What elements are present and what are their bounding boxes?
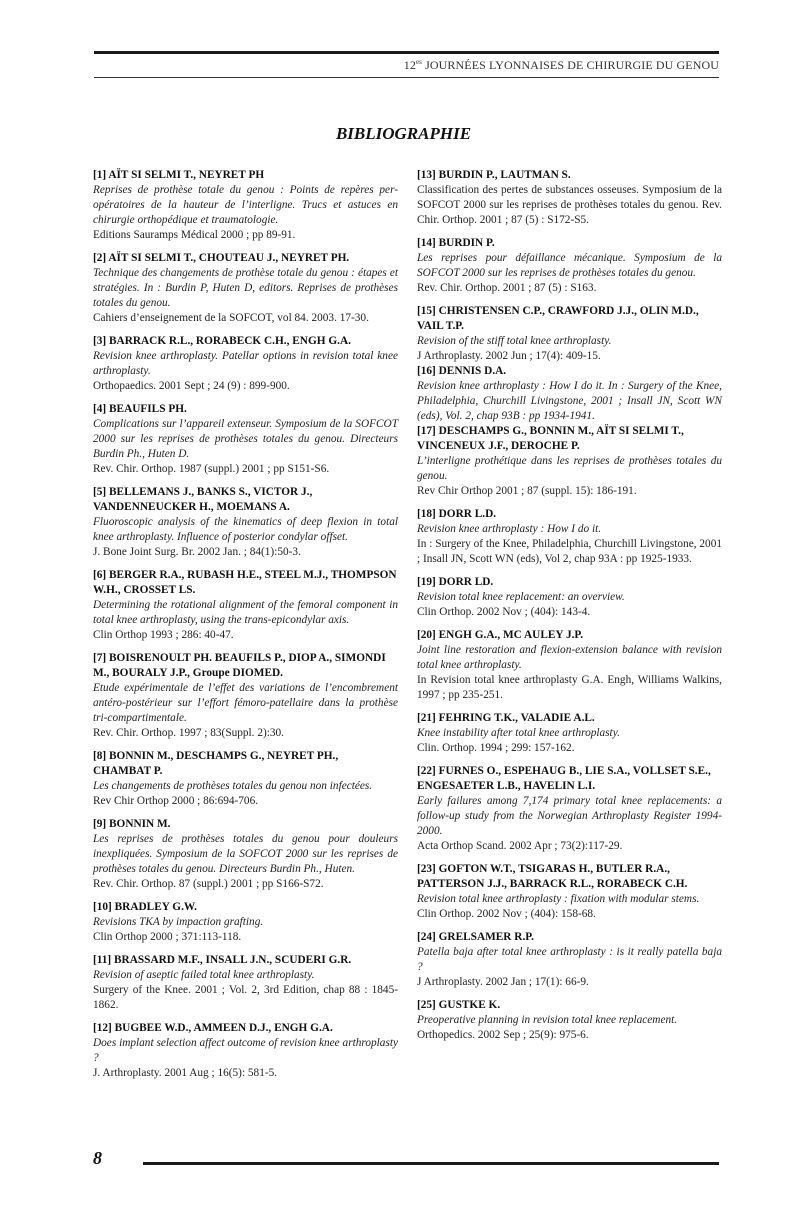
reference-entry	[93, 334, 398, 394]
reference-source: Orthopedics. 2002 Sep ; 25(9): 975-6.	[417, 1029, 589, 1041]
reference-title: Early failures among 7,174 primary total knee replacements: a follow-up study from the Norwegian Arthroplasty Register 1994-2000.	[417, 795, 722, 837]
reference-title: Les reprises de prothèses totales du genou pour douleurs inexpliquées. Symposium de la SOFCOT 2000 sur les reprises de prothèses totales du genou. Directeurs Burdin Ph., Huten.	[93, 833, 398, 875]
reference-title: Les reprises pour défaillance mécanique. Symposium de la SOFCOT 2000 sur les reprises de prothèses totales du genou.	[417, 252, 722, 279]
reference-entry	[93, 900, 398, 945]
reference-authors: [5] BELLEMANS J., BANKS S., VICTOR J., VANDENNEUCKER H., MOEMANS A.	[93, 486, 313, 513]
reference-title: Complications sur l’appareil extenseur. Symposium de la SOFCOT 2000 sur les reprises de prothèses totales du genou. Directeurs Burdin Ph., Huten D.	[93, 418, 398, 460]
reference-source: Rev. Chir. Orthop. 2001 ; 87 (5) : S163.	[417, 282, 597, 294]
reference-source: Rev. Chir. Orthop. 1997 ; 83(Suppl. 2):30.	[93, 727, 284, 739]
reference-title: Revision of the stiff total knee arthroplasty.	[417, 335, 612, 347]
reference-title: Revision knee arthroplasty : How I do it.	[417, 523, 602, 535]
reference-entry	[417, 424, 722, 499]
reference-entry	[417, 304, 722, 364]
reference-authors: [21] FEHRING T.K., VALADIE A.L.	[417, 712, 595, 724]
reference-entry	[93, 402, 398, 477]
page-title: BIBLIOGRAPHIE	[335, 124, 472, 143]
header-top-rule	[94, 51, 719, 54]
reference-source: In : Surgery of the Knee, Philadelphia, Churchill Livingstone, 2001 ; Insall JN, Scott WN (eds), Vol 2, chap 93A : pp 1925-1933.	[417, 538, 722, 565]
reference-authors: [17] DESCHAMPS G., BONNIN M., AÏT SI SELMI T., VINCENEUX J.F., DEROCHE P.	[417, 425, 684, 452]
reference-authors: [13] BURDIN P., LAUTMAN S.	[417, 169, 571, 181]
reference-entry	[417, 168, 722, 228]
reference-title: Does implant selection affect outcome of revision knee arthroplasty ?	[93, 1037, 398, 1064]
page-number: 8	[93, 1148, 102, 1168]
reference-entry	[417, 862, 722, 922]
reference-title: Revisions TKA by impaction grafting.	[93, 916, 264, 928]
reference-title: Etude expérimentale de l’effet des variations de l’encombrement antéro-postérieur sur l’effort fémoro-patellaire dans la prothèse tri-compartimentale.	[93, 682, 398, 724]
reference-source: Rev Chir Orthop 2000 ; 86:694-706.	[93, 795, 259, 807]
reference-entry	[417, 764, 722, 854]
reference-title: Les changements de prothèses totales du genou non infectées.	[93, 780, 373, 792]
reference-authors: [12] BUGBEE W.D., AMMEEN D.J., ENGH G.A.	[93, 1022, 333, 1034]
reference-entry	[93, 749, 398, 809]
reference-entry	[417, 364, 722, 424]
reference-title: Joint line restoration and flexion-extension balance with revision total knee arthroplasty.	[417, 644, 722, 671]
bibliography-right-column	[417, 168, 722, 1051]
reference-authors: [15] CHRISTENSEN C.P., CRAWFORD J.J., OLIN M.D., VAIL T.P.	[417, 305, 699, 332]
reference-source: Rev Chir Orthop 2001 ; 87 (suppl. 15): 186-191.	[417, 485, 637, 497]
reference-authors: [14] BURDIN P.	[417, 237, 495, 249]
reference-title: Revision knee arthroplasty. Patellar options in revision total knee arthroplasty.	[93, 350, 398, 377]
reference-authors: [6] BERGER R.A., RUBASH H.E., STEEL M.J., THOMPSON W.H., CROSSET LS.	[93, 569, 397, 596]
reference-entry	[417, 236, 722, 296]
reference-entry	[93, 651, 398, 741]
reference-source: Clin Orthop 1993 ; 286: 40-47.	[93, 629, 234, 641]
reference-authors: [23] GOFTON W.T., TSIGARAS H., BUTLER R.A., PATTERSON J.J., BARRACK R.L., RORABECK C.H.	[417, 863, 688, 890]
reference-title: Determining the rotational alignment of the femoral component in total knee arthroplasty, using the trans-epicondylar axis.	[93, 599, 398, 626]
reference-title: L’interligne prothétique dans les reprises de prothèses totales du genou.	[417, 455, 722, 482]
reference-source: Classification des pertes de substances osseuses. Symposium de la SOFCOT 2000 sur les reprises de prothèses totales du genou. Rev. Chir. Orthop. 2001 ; 87 (5) : S172-S5.	[417, 184, 722, 226]
reference-authors: [25] GUSTKE K.	[417, 999, 501, 1011]
running-header	[404, 58, 719, 73]
reference-title: Revision of aseptic failed total knee arthroplasty.	[93, 969, 315, 981]
reference-authors: [16] DENNIS D.A.	[417, 365, 507, 377]
reference-source: Rev. Chir. Orthop. 87 (suppl.) 2001 ; pp S166-S72.	[93, 878, 324, 890]
reference-authors: [9] BONNIN M.	[93, 818, 171, 830]
reference-entry	[417, 507, 722, 567]
reference-entry	[93, 485, 398, 560]
reference-entry	[417, 711, 722, 756]
reference-authors: [10] BRADLEY G.W.	[93, 901, 197, 913]
header-superscript: es	[415, 58, 422, 66]
reference-source: Orthopaedics. 2001 Sept ; 24 (9) : 899-900.	[93, 380, 290, 392]
reference-authors: [20] ENGH G.A., MC AULEY J.P.	[417, 629, 584, 641]
reference-source: J Arthroplasty. 2002 Jun ; 17(4): 409-15.	[417, 350, 601, 362]
reference-title: Revision total knee arthroplasty : fixation with modular stems.	[417, 893, 700, 905]
footer-rule	[143, 1162, 719, 1165]
reference-authors: [19] DORR LD.	[417, 576, 494, 588]
reference-source: Surgery of the Knee. 2001 ; Vol. 2, 3rd Edition, chap 88 : 1845-1862.	[93, 984, 398, 1011]
reference-entry	[93, 817, 398, 892]
reference-entry	[417, 998, 722, 1043]
reference-source: Clin. Orthop. 1994 ; 299: 157-162.	[417, 742, 575, 754]
reference-title: Knee instability after total knee arthroplasty.	[417, 727, 620, 739]
reference-title: Preoperative planning in revision total knee replacement.	[417, 1014, 678, 1026]
reference-entry	[93, 251, 398, 326]
reference-authors: [7] BOISRENOULT PH. BEAUFILS P., DIOP A., SIMONDI M., BOURALY J.P., Groupe DIOMED.	[93, 652, 386, 679]
reference-authors: [2] AÏT SI SELMI T., CHOUTEAU J., NEYRET PH.	[93, 252, 350, 264]
reference-title: Fluoroscopic analysis of the kinematics of deep flexion in total knee arthroplasty. Influence of posterior condylar offset.	[93, 516, 398, 543]
reference-source: Clin Orthop. 2002 Nov ; (404): 158-68.	[417, 908, 596, 920]
reference-authors: [4] BEAUFILS PH.	[93, 403, 187, 415]
reference-source: Rev. Chir. Orthop. 1987 (suppl.) 2001 ; pp S151-S6.	[93, 463, 330, 475]
reference-entry	[93, 1021, 398, 1081]
reference-title: Reprises de prothèse totale du genou : Points de repères per-opératoires de la hauteur de l’interligne. Trucs et astuces en chirurgie orthopédique et traumatologie.	[93, 184, 398, 226]
reference-authors: [24] GRELSAMER R.P.	[417, 931, 534, 943]
reference-entry	[417, 575, 722, 620]
reference-authors: [3] BARRACK R.L., RORABECK C.H., ENGH G.A.	[93, 335, 351, 347]
reference-entry	[93, 168, 398, 243]
reference-authors: [18] DORR L.D.	[417, 508, 497, 520]
reference-title: Patella baja after total knee arthroplasty : is it really patella baja ?	[417, 946, 722, 973]
reference-source: Editions Sauramps Médical 2000 ; pp 89-91.	[93, 229, 296, 241]
reference-entry	[93, 953, 398, 1013]
reference-source: J Arthroplasty. 2002 Jan ; 17(1): 66-9.	[417, 976, 589, 988]
header-prefix: 12	[403, 58, 416, 72]
reference-source: Acta Orthop Scand. 2002 Apr ; 73(2):117-29.	[417, 840, 623, 852]
reference-title: Revision knee arthroplasty : How I do it. In : Surgery of the Knee, Philadelphia, Churchill Livingstone, 2001 ; Insall JN, Scott WN (eds), Vol. 2, chap 93B : pp 1934-1941.	[417, 380, 722, 422]
reference-entry	[417, 628, 722, 703]
reference-source: J. Arthroplasty. 2001 Aug ; 16(5): 581-5.	[93, 1067, 278, 1079]
reference-authors: [1] AÏT SI SELMI T., NEYRET PH	[93, 169, 265, 181]
reference-authors: [8] BONNIN M., DESCHAMPS G., NEYRET PH., CHAMBAT P.	[93, 750, 339, 777]
reference-source: J. Bone Joint Surg. Br. 2002 Jan. ; 84(1):50-3.	[93, 546, 301, 558]
reference-source: Cahiers d’enseignement de la SOFCOT, vol 84. 2003. 17-30.	[93, 312, 369, 324]
reference-source: In Revision total knee arthroplasty G.A. Engh, Williams Walkins, 1997 ; pp 235-251.	[417, 674, 722, 701]
reference-authors: [22] FURNES O., ESPEHAUG B., LIE S.A., VOLLSET S.E., ENGESAETER L.B., HAVELIN L.I.	[417, 765, 711, 792]
header-suffix: JOURNÉES LYONNAISES DE CHIRURGIE DU GENOU	[422, 58, 719, 72]
reference-source: Clin Orthop 2000 ; 371:113-118.	[93, 931, 242, 943]
bibliography-left-column	[93, 168, 398, 1089]
reference-authors: [11] BRASSARD M.F., INSALL J.N., SCUDERI G.R.	[93, 954, 352, 966]
reference-entry	[93, 568, 398, 643]
header-bottom-rule	[94, 77, 719, 78]
reference-source: Clin Orthop. 2002 Nov ; (404): 143-4.	[417, 606, 591, 618]
reference-entry	[417, 930, 722, 990]
reference-title: Revision total knee replacement: an overview.	[417, 591, 625, 603]
reference-title: Technique des changements de prothèse totale du genou : étapes et stratégies. In : Burdin P, Huten D, editors. Reprises de prothèses totales du genou.	[93, 267, 398, 309]
